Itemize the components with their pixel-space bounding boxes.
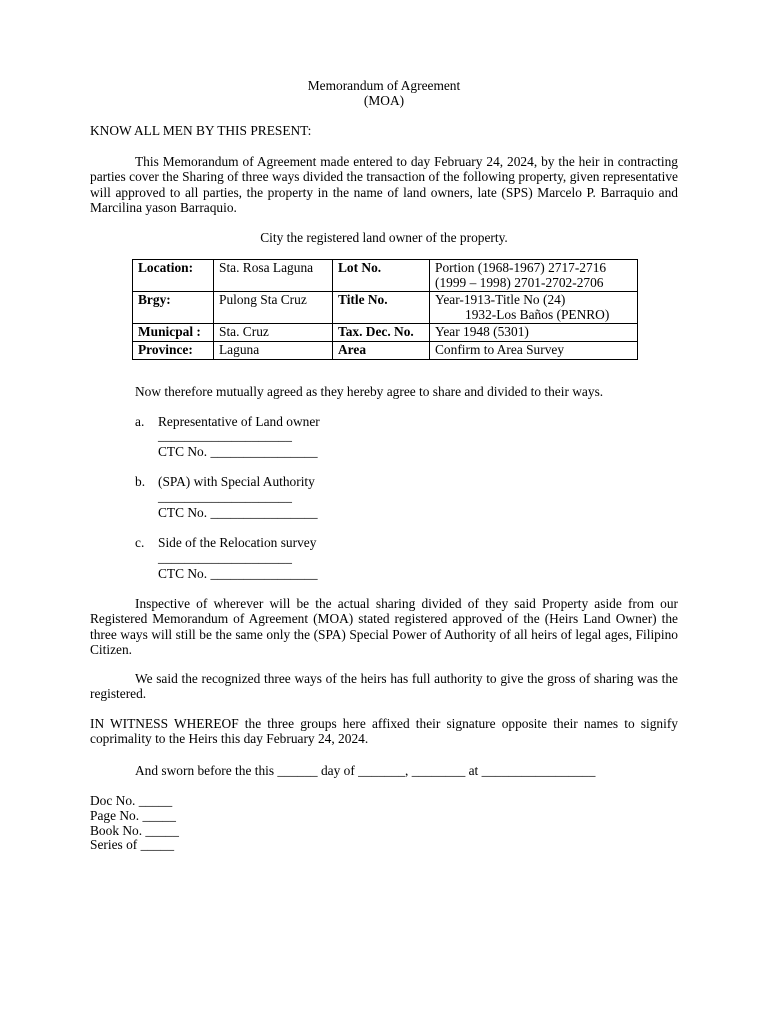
table-cell-line: 1932-Los Baños (PENRO) bbox=[465, 306, 610, 322]
table-row bbox=[133, 324, 638, 342]
ctc-line: CTC No. ________________ bbox=[158, 505, 318, 520]
list-item-label: Side of the Relocation survey bbox=[158, 535, 317, 550]
paragraph-recognized: We said the recognized three ways of the heirs has full authority to give the gross of sharing was the registered. bbox=[90, 671, 678, 702]
ctc-line: CTC No. ________________ bbox=[158, 444, 318, 459]
list-item-letter: b. bbox=[135, 474, 146, 489]
property-table bbox=[132, 259, 638, 360]
table-label-location: Location: bbox=[133, 260, 214, 292]
table-cell: Sta. Rosa Laguna bbox=[214, 260, 333, 292]
document-title: Memorandum of Agreement bbox=[307, 78, 461, 93]
series-line: Series of _____ bbox=[90, 837, 175, 852]
table-cell-line: Year-1913-Title No (24) bbox=[435, 292, 566, 308]
list-item-letter: a. bbox=[135, 414, 145, 429]
book-no-line: Book No. _____ bbox=[90, 823, 179, 838]
list-item-label: (SPA) with Special Authority bbox=[158, 474, 315, 489]
document-subtitle: (MOA) bbox=[363, 93, 405, 108]
table-cell bbox=[430, 292, 638, 324]
opening-line: KNOW ALL MEN BY THIS PRESENT: bbox=[90, 123, 312, 138]
table-label-brgy: Brgy: bbox=[133, 292, 214, 324]
table-label-province: Province: bbox=[133, 341, 214, 359]
agreement-line: Now therefore mutually agreed as they hereby agree to share and divided to their ways. bbox=[135, 384, 604, 399]
signature-blank: ____________________ bbox=[158, 428, 292, 443]
table-row bbox=[133, 260, 638, 292]
table-row bbox=[133, 341, 638, 359]
table-label-lot: Lot No. bbox=[333, 260, 430, 292]
table-cell-line: Portion (1968-1967) 2717-2716 bbox=[435, 260, 607, 275]
ctc-line: CTC No. ________________ bbox=[158, 566, 318, 581]
signature-blank: ____________________ bbox=[158, 550, 292, 565]
sworn-line: And sworn before the this ______ day of _______, ________ at _________________ bbox=[135, 763, 596, 778]
table-row bbox=[133, 292, 638, 324]
table-cell: Year 1948 (5301) bbox=[430, 324, 638, 342]
table-label-municipal: Municpal : bbox=[133, 324, 214, 342]
table-label-taxdec: Tax. Dec. No. bbox=[333, 324, 430, 342]
page-no-line: Page No. _____ bbox=[90, 808, 176, 823]
table-cell: Confirm to Area Survey bbox=[430, 341, 638, 359]
city-line: City the registered land owner of the property. bbox=[260, 230, 508, 245]
paragraph-witness: IN WITNESS WHEREOF the three groups here affixed their signature opposite their names to signify coprimality to the Heirs this day February 24, 2024. bbox=[90, 716, 678, 747]
doc-no-line: Doc No. _____ bbox=[90, 793, 173, 808]
list-item-letter: c. bbox=[135, 535, 145, 550]
table-label-area: Area bbox=[333, 341, 430, 359]
table-cell bbox=[430, 260, 638, 292]
table-cell: Sta. Cruz bbox=[214, 324, 333, 342]
paragraph-inspective: Inspective of wherever will be the actual sharing divided of they said Property aside from our Registered Memorandum of Agreement (MOA) stated registered approved of the (Heirs Land Owner) the three ways will still be the same only the (SPA) Special Power of Authority of all heirs of legal ages, Filipino Citizen. bbox=[90, 596, 678, 657]
signature-blank: ____________________ bbox=[158, 489, 292, 504]
table-cell: Pulong Sta Cruz bbox=[214, 292, 333, 324]
table-cell-line: (1999 – 1998) 2701-2702-2706 bbox=[435, 274, 604, 290]
paragraph-intro: This Memorandum of Agreement made entered to day February 24, 2024, by the heir in contracting parties cover the Sharing of three ways divided the transaction of the following property, given representative will approved to all parties, the property in the name of land owners, late (SPS) Marcelo P. Barraquio and Marcilina yason Barraquio. bbox=[90, 154, 678, 215]
table-cell: Laguna bbox=[214, 341, 333, 359]
table-label-title: Title No. bbox=[333, 292, 430, 324]
list-item-label: Representative of Land owner bbox=[158, 414, 320, 429]
